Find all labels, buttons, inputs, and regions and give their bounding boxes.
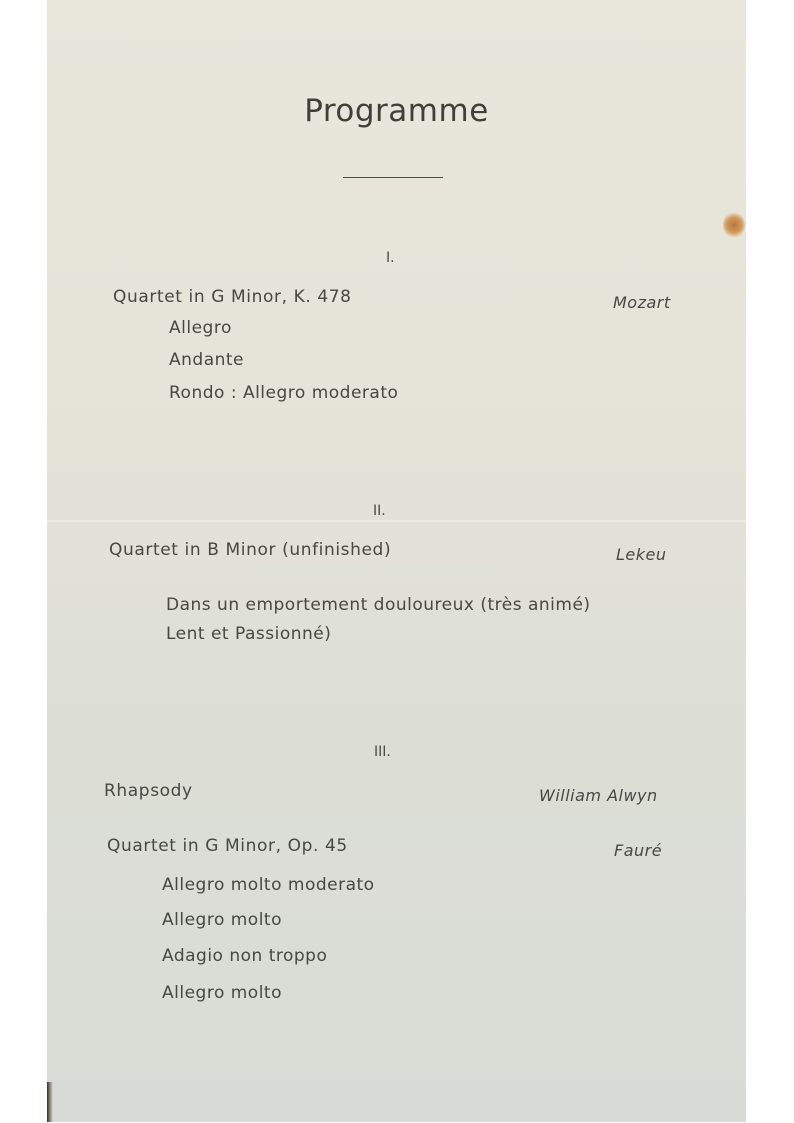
composer-name: Fauré [614,841,663,860]
movement-item: Allegro molto [162,910,282,930]
work-title: Quartet in G Minor, K. 478 [113,287,352,307]
movement-item: Allegro molto [162,983,282,1003]
page-shadow [47,1082,53,1122]
programme-sheet [47,0,746,1122]
section-numeral: III. [374,744,391,760]
work-title: Rhapsody [104,781,193,801]
work-title: Quartet in G Minor, Op. 45 [107,836,348,856]
movement-item: Adagio non troppo [162,946,328,966]
paper-stain [723,212,745,238]
title-divider [343,177,443,178]
section-numeral: I. [386,250,395,266]
section-numeral: II. [373,503,386,519]
page-title: Programme [304,93,489,129]
work-title: Quartet in B Minor (unfinished) [109,540,392,560]
movement-item: Rondo : Allegro moderato [169,383,399,403]
movement-item: Lent et Passionné) [166,624,332,644]
movement-item: Allegro molto moderato [162,875,375,895]
composer-name: Mozart [613,293,671,312]
movement-item: Andante [169,350,245,370]
composer-name: William Alwyn [539,786,658,805]
composer-name: Lekeu [616,545,667,564]
movement-item: Dans un emportement douloureux (très animé) [166,595,591,615]
movement-item: Allegro [169,318,232,338]
